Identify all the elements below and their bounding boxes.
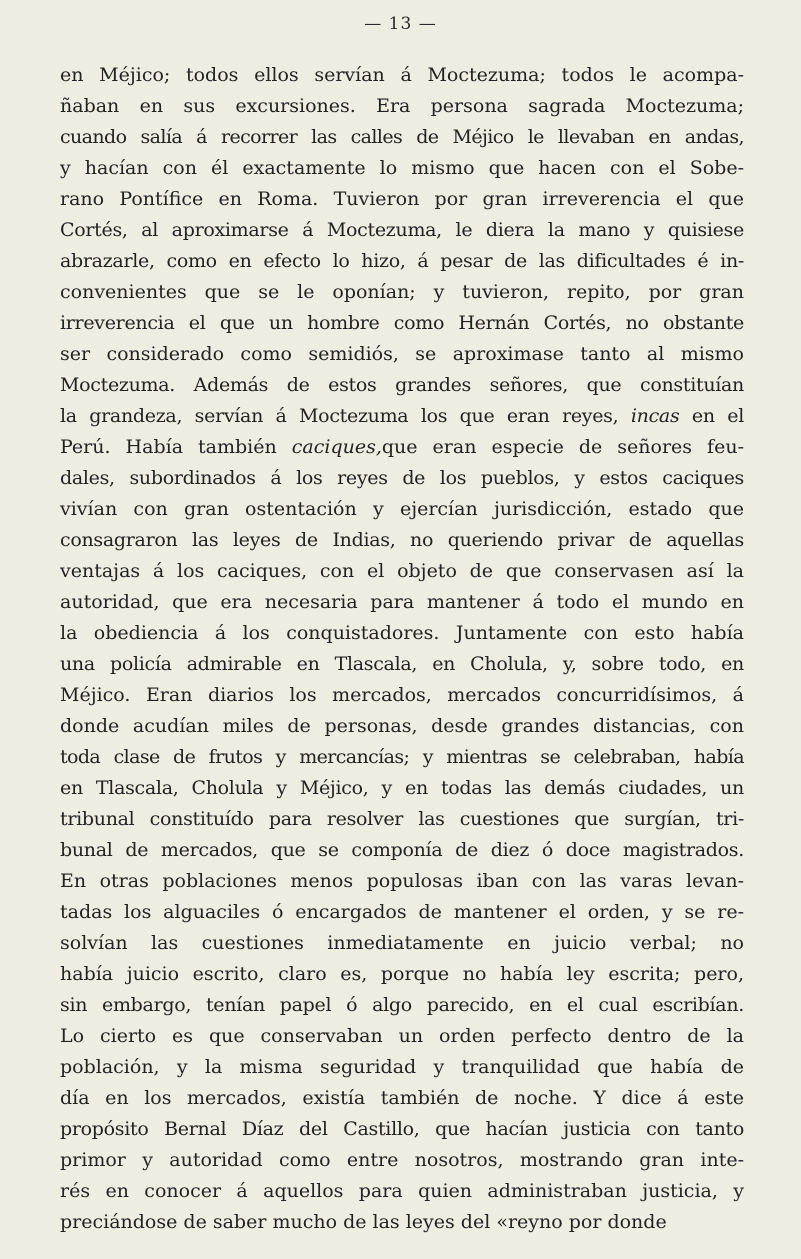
text-line: donde acudían miles de personas, desde grandes distancias, con bbox=[60, 715, 744, 737]
text-line: abrazarle, como en efecto lo hizo, á pesar de las dificultades é in- bbox=[60, 250, 744, 272]
text-line: Moctezuma. Además de estos grandes señores, que constituían bbox=[60, 374, 744, 396]
text-line: irreverencia el que un hombre como Hernán Cortés, no obstante bbox=[60, 312, 744, 334]
line-segment: que eran especie de señores feu- bbox=[381, 436, 744, 458]
text-line: rano Pontífice en Roma. Tuvieron por gran irreverencia el que bbox=[60, 188, 744, 210]
text-line: en Tlascala, Cholula y Méjico, y en todas las demás ciudades, un bbox=[60, 777, 744, 799]
text-line: Lo cierto es que conservaban un orden perfecto dentro de la bbox=[60, 1025, 744, 1047]
text-line: convenientes que se le oponían; y tuvieron, repito, por gran bbox=[60, 281, 744, 303]
text-line: ser considerado como semidiós, se aproximase tanto al mismo bbox=[60, 343, 744, 365]
text-line: propósito Bernal Díaz del Castillo, que hacían justicia con tanto bbox=[60, 1118, 744, 1140]
text-line: solvían las cuestiones inmediatamente en juicio verbal; no bbox=[60, 932, 744, 954]
line-segment: la grandeza, servían á Moctezuma los que eran reyes, bbox=[60, 405, 631, 427]
text-line: primor y autoridad como entre nosotros, mostrando gran inte- bbox=[60, 1149, 744, 1171]
text-line: día en los mercados, existía también de noche. Y dice á este bbox=[60, 1087, 744, 1109]
text-line: población, y la misma seguridad y tranquilidad que había de bbox=[60, 1056, 744, 1078]
italic-term: caciques, bbox=[291, 436, 382, 458]
italic-term: incas bbox=[630, 405, 680, 427]
line-segment: en el bbox=[679, 405, 744, 427]
line-segment: Perú. Había también bbox=[60, 436, 292, 458]
text-line: en Méjico; todos ellos servían á Moctezuma; todos le acompa- bbox=[60, 64, 744, 86]
text-line: vivían con gran ostentación y ejercían jurisdicción, estado que bbox=[60, 498, 744, 520]
text-line: preciándose de saber mucho de las leyes del «reyno por donde bbox=[60, 1211, 667, 1233]
text-line bbox=[60, 432, 744, 463]
text-line: Cortés, al aproximarse á Moctezuma, le diera la mano y quisiese bbox=[60, 219, 744, 241]
text-line: bunal de mercados, que se componía de diez ó doce magistrados. bbox=[60, 839, 744, 861]
body-text bbox=[60, 60, 744, 1238]
page-number: — 13 — bbox=[364, 14, 437, 34]
text-line: y hacían con él exactamente lo mismo que hacen con el Sobe- bbox=[60, 157, 744, 179]
text-line: ventajas á los caciques, con el objeto de que conservasen así la bbox=[60, 560, 744, 582]
text-line bbox=[60, 401, 744, 432]
text-line: cuando salía á recorrer las calles de Méjico le llevaban en andas, bbox=[60, 126, 744, 148]
text-line: consagraron las leyes de Indias, no queriendo privar de aquellas bbox=[60, 529, 744, 551]
text-line: tadas los alguaciles ó encargados de mantener el orden, y se re- bbox=[60, 901, 744, 923]
text-line: Méjico. Eran diarios los mercados, mercados concurridísimos, á bbox=[60, 684, 744, 706]
text-line: ñaban en sus excursiones. Era persona sagrada Moctezuma; bbox=[60, 95, 744, 117]
text-line: sin embargo, tenían papel ó algo parecido, en el cual escribían. bbox=[60, 994, 744, 1016]
text-line: rés en conocer á aquellos para quien administraban justicia, y bbox=[60, 1180, 744, 1202]
text-line: En otras poblaciones menos populosas iban con las varas levan- bbox=[60, 870, 744, 892]
text-line: toda clase de frutos y mercancías; y mientras se celebraban, había bbox=[60, 746, 744, 768]
text-line: tribunal constituído para resolver las cuestiones que surgían, tri- bbox=[60, 808, 744, 830]
text-line: la obediencia á los conquistadores. Juntamente con esto había bbox=[60, 622, 744, 644]
text-line: había juicio escrito, claro es, porque no había ley escrita; pero, bbox=[60, 963, 744, 985]
text-line: dales, subordinados á los reyes de los pueblos, y estos caciques bbox=[60, 467, 744, 489]
text-line: una policía admirable en Tlascala, en Cholula, y, sobre todo, en bbox=[60, 653, 744, 675]
text-line: autoridad, que era necesaria para mantener á todo el mundo en bbox=[60, 591, 744, 613]
